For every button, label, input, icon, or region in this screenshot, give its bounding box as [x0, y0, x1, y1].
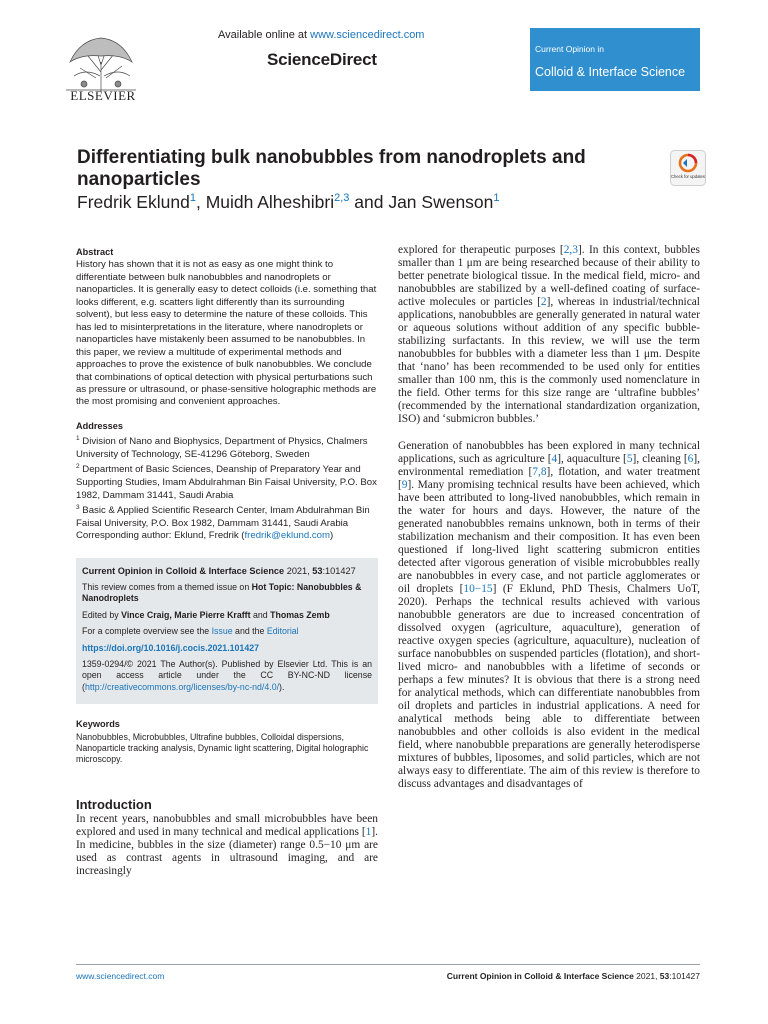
- article-title: Differentiating bulk nanobubbles from nanodroplets and nanoparticles: [77, 147, 586, 190]
- license-text: [82, 659, 372, 693]
- availability-line: [218, 29, 424, 41]
- text-run: ]. In medicine, bubbles in the size (diameter) range 0.5−10 μm are used as contrast agents in ultrasound imaging, and are increasingly: [76, 826, 378, 878]
- footer-volume: 53: [659, 971, 670, 981]
- address-number: 1: [76, 435, 80, 443]
- footer-sciencedirect-link[interactable]: www.sciencedirect.com: [76, 971, 165, 981]
- text-run: Generation of nanobubbles has been explored in many technical applications, such as agriculture [: [398, 440, 700, 465]
- address-text: Division of Nano and Biophysics, Department of Physics, Chalmers University of Technology, SE-41296 Göteborg, Sweden: [76, 436, 368, 460]
- themed-issue-title: Hot Topic: Nanobubbles & Nanodroplets: [82, 581, 362, 604]
- edited-by: [82, 610, 372, 621]
- author-affiliation[interactable]: 2,3: [334, 192, 350, 204]
- corresponding-suffix: ): [329, 530, 334, 542]
- right-column: [398, 244, 700, 791]
- address-text: Department of Basic Sciences, Deanship of Preparatory Year and Supporting Studies, Imam Abdulrahman Bin Faisal University, P.O. Box 1982, Dammam 31441, Saudi Arabia: [76, 464, 377, 501]
- check-updates-label: Check for updates: [671, 174, 705, 179]
- text-run: ], aquaculture [: [557, 453, 627, 465]
- addresses-heading: Addresses: [76, 420, 123, 431]
- reference-link[interactable]: 9: [401, 479, 408, 491]
- doi-link[interactable]: https://doi.org/10.1016/j.cocis.2021.101427: [82, 642, 260, 653]
- author-name: Muidh Alheshibri: [205, 192, 335, 212]
- author-list: [77, 192, 500, 213]
- keywords-heading: Keywords: [76, 719, 120, 730]
- introduction-paragraph: [76, 813, 378, 878]
- address-item: [76, 433, 378, 461]
- keywords-text: Nanobubbles, Microbubbles, Ultrafine bubbles, Colloidal dispersions, Nanoparticle tracking analysis, Dynamic light scattering, Digital holographic microscopy.: [76, 731, 369, 765]
- reference-link[interactable]: 2: [540, 296, 547, 308]
- text-run: ] (F Eklund, PhD Thesis, Chalmers UoT, 2020). Perhaps the technical results achieved with various nanobubble generators are due to increased concentration of dissolved oxygen (agriculture, aquaculture), generation of reactive oxygen species (agriculture, aquaculture), nucleation of surface nanobubbles on suspended particles (flotation), and short-lived micro- and nanobubbles with a lifetime of seconds or perhaps a few minutes? It is obvious that there is a strong need for analytical methods, which can differentiate nanobubbles from oil droplets and particles in industrial applications. A need for analytical methods being able to differentiate between nanobubbles and other colloids is also evident in the medical field, where nanobubble preparations are generally heterodisperse mixtures of bubbles, liposomes, and solid particles, which are not always easy to differentiate. The aim of this review is therefore to discuss advantages and disadvantages of: [398, 583, 700, 790]
- text-run: In recent years, nanobubbles and small microbubbles have been explored and used in many technical and medical applications [: [76, 813, 378, 839]
- text-run: ]. In this context, bubbles smaller than 1 μm are being researched because of their ability to better penetrate biological tissue. In the medical field, micro- and nanobubbles are stabilized by a well-defined coating of surface-active molecules or particles [: [398, 244, 700, 308]
- abstract-heading: Abstract: [76, 247, 114, 257]
- text-run: ]. Many promising technical results have been achieved, which have been attributed to long-lived nanobubbles, which remain in the water for hours and days. However, the nature of the generated nanobubbles remains unknown, both in terms of their stabilization mechanism and their composition. It has even been questioned if long-lived light scattering submicron entities detected after vigorous generation of visible microbubbles really are nanobubbles in every case, and not particle agglomerates or oil droplets [: [398, 479, 700, 595]
- journal-citation: [82, 566, 372, 577]
- left-column: [76, 246, 378, 878]
- check-for-updates-icon[interactable]: [670, 150, 706, 186]
- editorial-link[interactable]: Editorial: [266, 626, 299, 637]
- issue-link[interactable]: Issue: [211, 626, 233, 637]
- address-number: 3: [76, 503, 80, 511]
- citation-article-number: :101427: [322, 565, 356, 576]
- text-run: explored for therapeutic purposes [: [398, 244, 564, 256]
- journal-banner-pre: Current Opinion in: [535, 44, 604, 54]
- overview-line: [82, 626, 372, 637]
- reference-link[interactable]: 1: [365, 826, 372, 839]
- overview-separator: and the: [232, 626, 267, 637]
- license-statement: 1359-0294/© 2021 The Author(s). Published by Elsevier Ltd. This is an open access article under the CC BY-NC-ND license (: [82, 658, 372, 692]
- address-number: 2: [76, 463, 80, 471]
- publisher-wordmark: ELSEVIER: [70, 88, 136, 103]
- editor-last: Thomas Zemb: [270, 609, 330, 620]
- keywords: [76, 719, 378, 766]
- body-paragraph: [398, 440, 700, 791]
- license-link[interactable]: http://creativecommons.org/licenses/by-nc-nd/4.0/: [84, 681, 280, 692]
- journal-banner: [530, 28, 700, 91]
- reference-link[interactable]: 5: [626, 453, 633, 465]
- text-run: ], flotation, and water treatment [: [398, 466, 700, 491]
- themed-issue: [82, 582, 372, 605]
- author-name: Jan Swenson: [388, 192, 494, 212]
- reference-link[interactable]: 2,3: [563, 244, 578, 256]
- author-name: Fredrik Eklund: [77, 192, 190, 212]
- footer-citation: [447, 971, 700, 981]
- introduction-heading: Introduction: [76, 796, 152, 812]
- reference-link[interactable]: 4: [551, 453, 558, 465]
- themed-issue-prefix: This review comes from a themed issue on: [82, 581, 252, 592]
- text-run: ], whereas in industrial/technical applications, nanobubbles are generally generated in natural water or aqueous solutions without addition of any specific bubble-stabilizing surfactants. In this review, we will use the term nanobubbles for bubbles with a diameter less than 1 μm. Despite that ‘nano’ has been recommended to be used only for entities smaller than 100 nm, this is the commonly used nomenclature in the field. Other terms for this size range are ‘ultrafine bubbles’ (recommended by the international standardization organization, ISO) and ‘submicron bubbles.’: [398, 296, 700, 425]
- address-text: Basic & Applied Scientific Research Center, Imam Abdulrahman Bin Faisal University, P.O. Box 1982, Dammam 31441, Saudi Arabia: [76, 505, 370, 529]
- citation-journal: Current Opinion in Colloid & Interface Science: [82, 565, 285, 576]
- license-suffix: ).: [279, 681, 285, 692]
- abstract-text: History has shown that it is not as easy as one might think to differentiate between bulk nanobubbles and nanodroplets or nanoparticles. It is generally easy to detect colloids (i.e. something that looks different, e.g. scatters light differently than its surrounding solvent), but less easy to determine the nature of these colloids. This has led to misinterpretations in the literature, where nanodroplets or nanoparticles have mistakenly been assumed to be nanobubbles. In this paper, we review a multitude of experimental methods and approaches to prove the existence of bulk nanobubbles. We conclude that combinations of optical detection with physical perturbations such as pressure or ultrasound, or phase-sensitive holographic methods are the most promising and convenient approaches.: [76, 259, 377, 408]
- body-paragraph: [398, 244, 700, 426]
- author-affiliation[interactable]: 1: [189, 192, 196, 204]
- author-separator: ,: [195, 192, 206, 212]
- corresponding-email-link[interactable]: fredrik@eklund.com: [244, 530, 330, 542]
- footer-year: 2021,: [633, 971, 660, 981]
- article-info-box: [76, 558, 378, 705]
- author-separator: and: [349, 192, 389, 212]
- editor-separator: and: [250, 609, 271, 620]
- edited-by-prefix: Edited by: [82, 609, 122, 620]
- availability-prefix: Available online at: [218, 29, 311, 41]
- footer-article-number: :101427: [669, 971, 700, 981]
- citation-volume: 53: [312, 565, 323, 576]
- text-run: ], environmental remediation [: [398, 453, 700, 478]
- addresses: [76, 420, 378, 543]
- reference-link[interactable]: 10−15: [463, 583, 493, 595]
- address-item: [76, 461, 378, 502]
- citation-year: 2021,: [284, 565, 313, 576]
- sciencedirect-link[interactable]: www.sciencedirect.com: [310, 29, 425, 41]
- corresponding-author: [76, 530, 378, 542]
- footer-journal: Current Opinion in Colloid & Interface Science: [446, 971, 634, 981]
- text-run: ], cleaning [: [632, 453, 688, 465]
- address-item: [76, 502, 378, 530]
- editor-names: Vince Craig, Marie Pierre Krafft: [121, 609, 251, 620]
- platform-name: ScienceDirect: [267, 50, 377, 69]
- author-affiliation[interactable]: 1: [493, 192, 500, 204]
- reference-link[interactable]: 6: [687, 453, 694, 465]
- footer-divider: [76, 964, 700, 965]
- corresponding-prefix: Corresponding author: Eklund, Fredrik (: [76, 530, 245, 542]
- reference-link[interactable]: 7,8: [532, 466, 547, 478]
- overview-prefix: For a complete overview see the: [82, 626, 212, 637]
- journal-banner-name: Colloid & Interface Science: [535, 65, 686, 79]
